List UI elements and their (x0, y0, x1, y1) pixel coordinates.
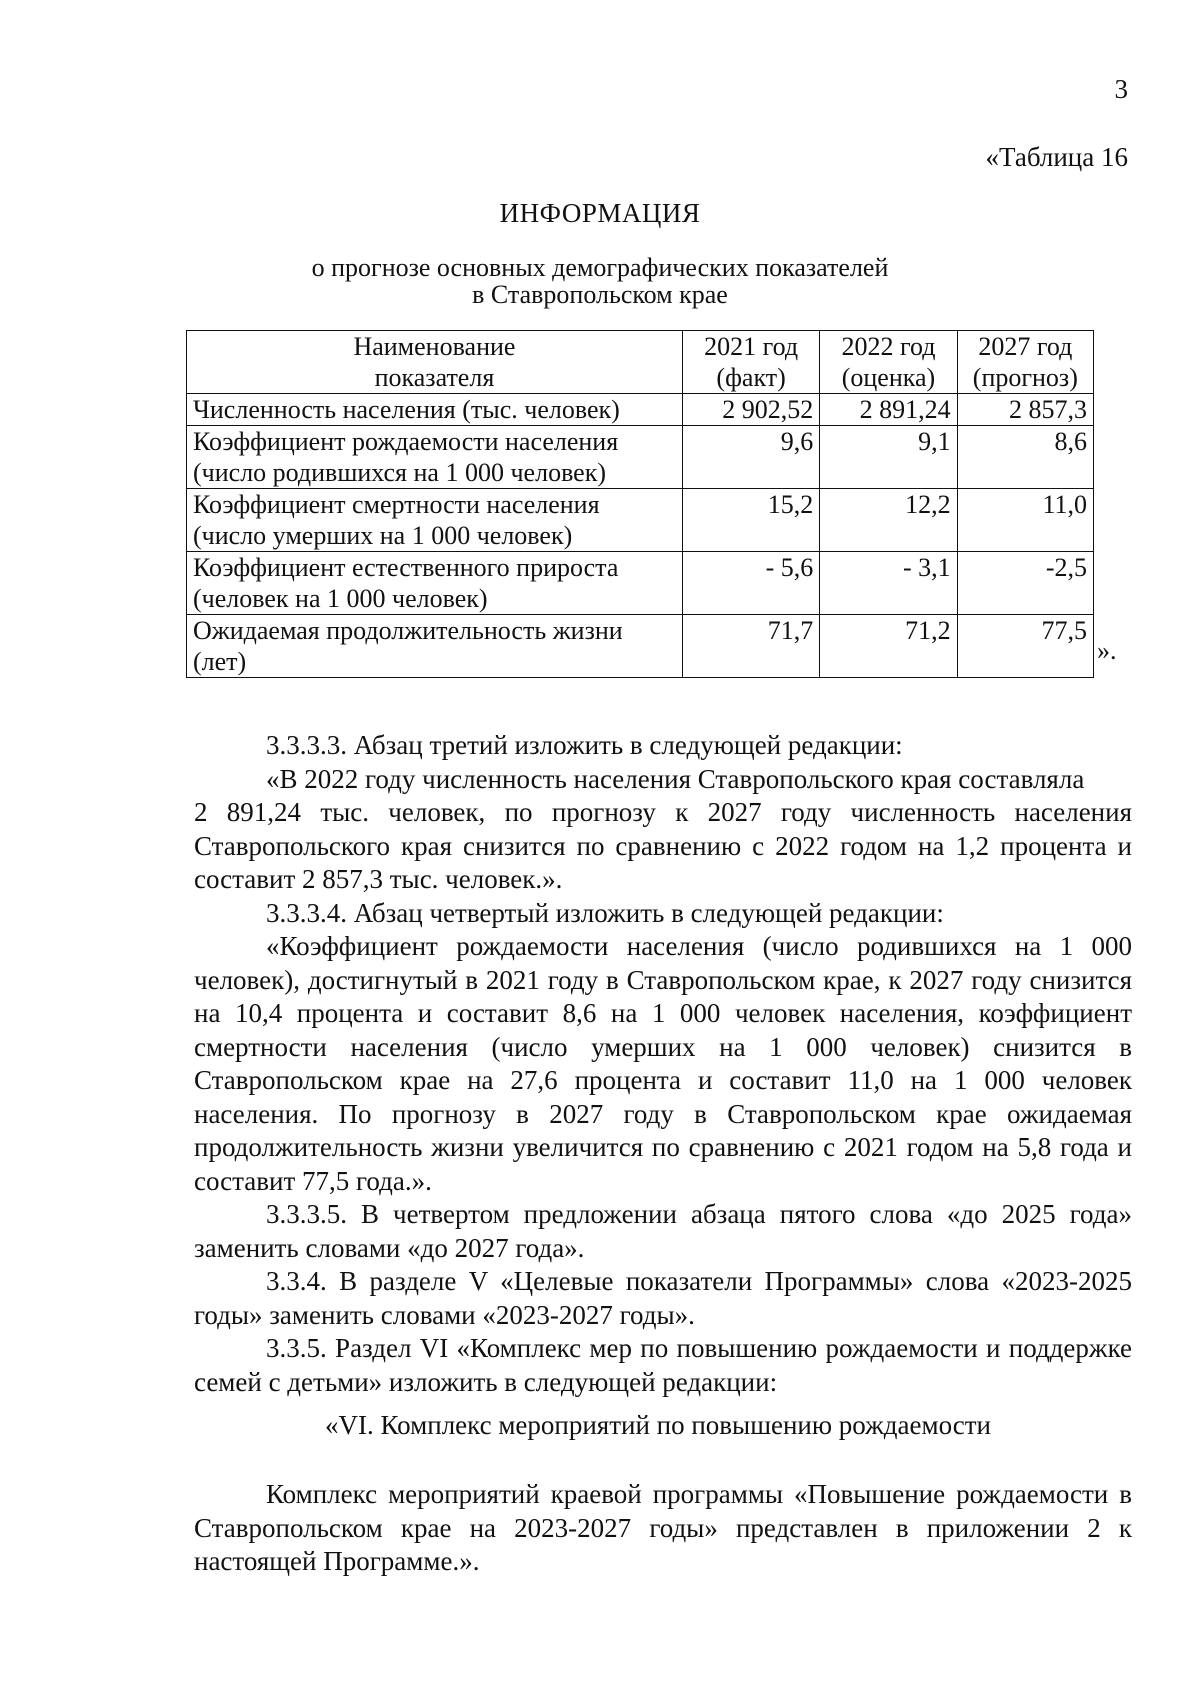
value-2027: -2,5 (957, 552, 1093, 615)
paragraph: 3.3.3.4. Абзац четвертый изложить в следующей редакции: (266, 897, 944, 928)
value-2021: 15,2 (682, 489, 819, 552)
row-name: Ожидаемая продолжительность жизни (лет) (187, 615, 683, 678)
header-2022: 2022 год (оценка) (820, 331, 957, 394)
table-row (187, 394, 1094, 426)
value-2022: 2 891,24 (820, 394, 957, 426)
paragraph: 3.3.3.3. Абзац третий изложить в следующей редакции: (266, 730, 903, 760)
value-2027: 77,5 (957, 615, 1093, 678)
document-subheading (0, 254, 1200, 308)
amendment-text (194, 729, 1132, 1399)
paragraph: «В 2022 году численность населения Ставропольского края составляла (266, 763, 1085, 794)
value-2021: 2 902,52 (682, 394, 819, 426)
value-2021: - 5,6 (682, 552, 819, 615)
table-row (187, 615, 1094, 678)
page-number: 3 (1114, 74, 1128, 104)
header-2021: 2021 год (факт) (682, 331, 819, 394)
demographic-table (186, 330, 1094, 678)
value-2027: 2 857,3 (957, 394, 1093, 426)
value-2021: 71,7 (682, 615, 819, 678)
header-indicator-name: Наименование показателя (187, 331, 683, 394)
table-row (187, 489, 1094, 552)
value-2027: 8,6 (957, 426, 1093, 489)
table-closing-quote: ». (1097, 636, 1117, 665)
final-text (194, 1478, 1132, 1579)
value-2027: 11,0 (957, 489, 1093, 552)
value-2022: 9,1 (820, 426, 957, 489)
row-name: Коэффициент рождаемости населения (число родившихся на 1 000 человек) (187, 426, 683, 489)
value-2021: 9,6 (682, 426, 819, 489)
row-name: Коэффициент естественного прироста (человек на 1 000 человек) (187, 552, 683, 615)
paragraph: 2 891,24 тыс. человек, по прогнозу к 2027 году численность населения Ставропольского края снизится по сравнению с 2022 годом на 1,2 процента и составит 2 857,3 тыс. человек.». (194, 797, 1132, 894)
table-header-row (187, 331, 1094, 394)
document-heading: ИНФОРМАЦИЯ (499, 198, 701, 228)
value-2022: 12,2 (820, 489, 957, 552)
table-row (187, 552, 1094, 615)
paragraph: 3.3.5. Раздел VI «Комплекс мер по повышению рождаемости и поддержке семей с детьми» изложить в следующей редакции: (194, 1333, 1132, 1397)
paragraph: 3.3.4. В разделе V «Целевые показатели Программы» слова «2023-2025 годы» заменить словами «2023-2027 годы». (194, 1266, 1132, 1330)
paragraph: «Коэффициент рождаемости населения (число родившихся на 1 000 человек), достигнутый в 2021 году в Ставропольском крае, к 2027 году снизится на 10,4 процента и составит 8,6 на 1 000 человек населения, коэффициент смертности населения (число умерших на 1 000 человек) снизится в Ставропольском крае на 27,6 процента и составит 11,0 на 1 000 человек населения. По прогнозу в 2027 году в Ставропольском крае ожидаемая продолжительность жизни увеличится по сравнению с 2021 годом на 5,8 года и составит 77,5 года.». (194, 931, 1132, 1196)
row-name: Численность населения (тыс. человек) (187, 394, 683, 426)
paragraph: Комплекс мероприятий краевой программы «Повышение рождаемости в Ставропольском крае на 2023-2027 годы» представлен в приложении 2 к настоящей Программе.». (194, 1479, 1132, 1576)
table-caption: «Таблица 16 (985, 142, 1128, 172)
subheading-line-1: о прогнозе основных демографических показателей (311, 253, 889, 282)
header-2027: 2027 год (прогноз) (957, 331, 1093, 394)
value-2022: 71,2 (820, 615, 957, 678)
value-2022: - 3,1 (820, 552, 957, 615)
section-heading: «VI. Комплекс мероприятий по повышению рождаемости (325, 1410, 991, 1440)
paragraph: 3.3.3.5. В четвертом предложении абзаца пятого слова «до 2025 года» заменить словами «до 2027 года». (194, 1199, 1132, 1263)
subheading-line-2: в Ставропольском крае (472, 280, 728, 309)
table-row (187, 426, 1094, 489)
row-name: Коэффициент смертности населения (число умерших на 1 000 человек) (187, 489, 683, 552)
